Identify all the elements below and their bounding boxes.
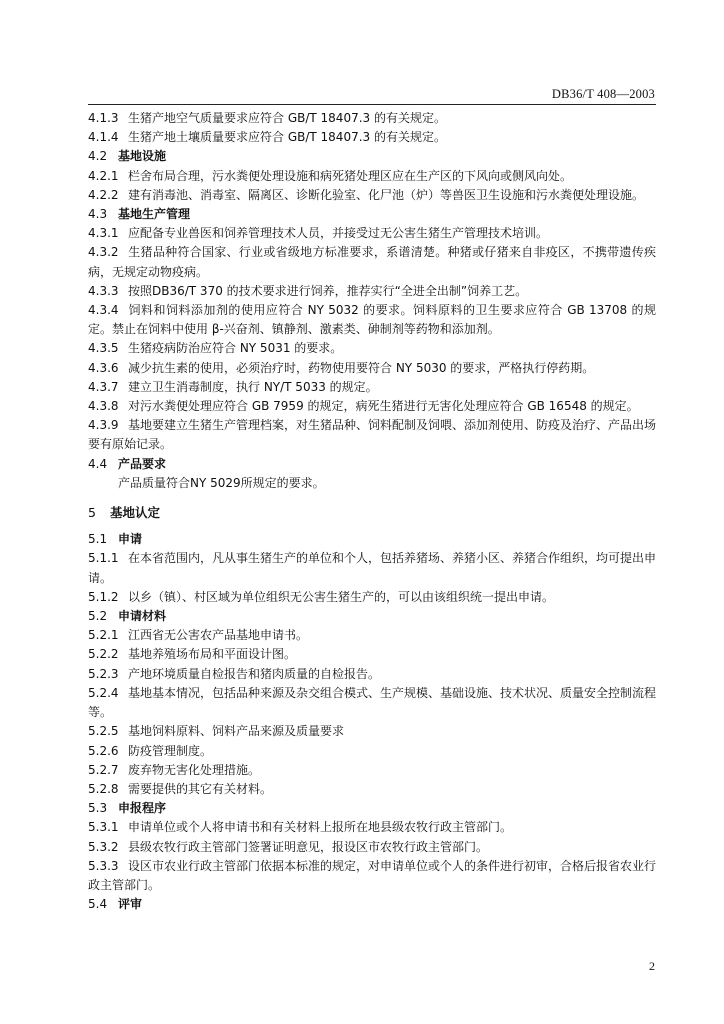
clause-text: 按照DB36/T 370 的技术要求进行饲养，推荐实行“全进全出制”饲养工艺。 (128, 283, 528, 298)
clause-number: 5.2.1 (88, 628, 119, 643)
clause-text: 申请 (118, 532, 143, 547)
clause-text: 产地环境质量自检报告和猪肉质量的自检报告。 (128, 666, 381, 681)
clause-text: 需要提供的其它有关材料。 (128, 781, 273, 796)
clause-text: 废弃物无害化处理措施。 (128, 762, 261, 777)
subsection-heading (88, 455, 656, 474)
clause-number: 4.3.1 (88, 226, 119, 241)
clause-text: 建有消毒池、消毒室、隔离区、诊断化验室、化尸池（炉）等兽医卫生设施和污水粪便处理设施。 (128, 187, 645, 202)
document-body (88, 109, 656, 914)
clause-text: 基地基本情况，包括品种来源及杂交组合模式、生产规模、基础设施、技术状况、质量安全控制流程等。 (88, 685, 657, 720)
clause-number: 4.3.3 (88, 283, 119, 298)
clause-text: 对污水粪便处理应符合 GB 7959 的规定，病死生猪进行无害化处理应符合 GB 16548 的规定。 (128, 399, 639, 414)
indented-paragraph (88, 474, 656, 493)
clause-text: 减少抗生素的使用，必须治疗时，药物使用要符合 NY 5030 的要求，严格执行停药期。 (128, 360, 595, 375)
clause-paragraph (88, 224, 656, 243)
clause-text: 基地饲料原料、饲料产品来源及质量要求 (128, 724, 345, 739)
clause-paragraph (88, 301, 656, 339)
clause-text: 在本省范围内，凡从事生猪生产的单位和个人，包括养猪场、养猪小区、养猪合作组织，均可提出申请。 (88, 551, 657, 585)
clause-number: 5 (88, 505, 96, 521)
clause-number: 4.2.1 (88, 168, 119, 183)
clause-paragraph (88, 780, 656, 799)
clause-paragraph (88, 109, 656, 128)
clause-number: 4.3.6 (88, 360, 119, 375)
clause-paragraph (88, 378, 656, 397)
clause-paragraph (88, 722, 656, 741)
clause-number: 5.2.8 (88, 781, 119, 796)
clause-paragraph (88, 857, 656, 895)
page-number: 2 (649, 959, 655, 973)
subsection-heading (88, 799, 656, 818)
clause-number: 4.2.2 (88, 187, 119, 202)
section-heading (88, 503, 656, 522)
clause-number: 4.3.5 (88, 341, 119, 356)
clause-number: 5.2.4 (88, 685, 119, 700)
clause-number: 5.3.3 (88, 858, 119, 873)
clause-text: 申请单位或个人将申请书和有关材料上报所在地县级农牧行政主管部门。 (128, 820, 513, 835)
clause-text: 设区市农业行政主管部门依据本标准的规定，对申请单位或个人的条件进行初审，合格后报省农业行政主管部门。 (88, 858, 657, 892)
clause-number: 5.2.3 (88, 666, 119, 681)
clause-paragraph (88, 549, 656, 587)
clause-text: 应配备专业兽医和饲养管理技术人员，并接受过无公害生猪生产管理技术培训。 (128, 226, 549, 241)
clause-number: 5.2.2 (88, 647, 119, 662)
clause-text: 生猪产地土壤质量要求应符合 GB/T 18407.3 的有关规定。 (128, 130, 446, 145)
clause-number: 4.1.3 (88, 111, 119, 125)
clause-paragraph (88, 167, 656, 186)
clause-number: 5.1.1 (88, 551, 119, 566)
clause-text: 江西省无公害农产品基地申请书。 (128, 628, 309, 643)
clause-number: 5.2 (88, 609, 108, 624)
clause-paragraph (88, 818, 656, 837)
clause-number: 4.1.4 (88, 130, 119, 145)
clause-paragraph (88, 186, 656, 205)
clause-number: 4.3.4 (88, 303, 119, 318)
clause-text: 申报程序 (118, 801, 167, 816)
clause-number: 4.3.2 (88, 245, 119, 260)
clause-text: 县级农牧行政主管部门签署证明意见，报设区市农牧行政主管部门。 (128, 839, 489, 854)
clause-number: 5.1 (88, 532, 108, 547)
clause-text: 基地认定 (110, 505, 161, 521)
clause-number: 5.3.2 (88, 839, 119, 854)
clause-text: 评审 (118, 897, 143, 912)
clause-text: 饲料和饲料添加剂的使用应符合 NY 5032 的要求。饲料原料的卫生要求应符合 GB 13708 的规定。禁止在饲料中使用 β-兴奋剂、镇静剂、激素类、砷制剂等药物和添加剂。 (88, 303, 656, 337)
clause-number: 4.2 (88, 149, 108, 164)
clause-paragraph (88, 282, 656, 301)
clause-number: 4.3 (88, 207, 108, 222)
subsection-heading (88, 147, 656, 166)
clause-text: 产品质量符合NY 5029所规定的要求。 (118, 475, 325, 490)
subsection-heading (88, 607, 656, 626)
clause-text: 基地要建立生猪生产管理档案，对生猪品种、饲料配制及饲喂、添加剂使用、防疫及治疗、产品出场要有原始记录。 (88, 418, 657, 452)
clause-paragraph (88, 339, 656, 358)
clause-number: 4.4 (88, 456, 108, 471)
clause-paragraph (88, 128, 656, 147)
clause-number: 5.2.6 (88, 743, 119, 758)
clause-number: 5.2.5 (88, 724, 119, 739)
clause-number: 5.3.1 (88, 820, 119, 835)
clause-paragraph (88, 665, 656, 684)
clause-paragraph (88, 626, 656, 645)
clause-paragraph (88, 684, 656, 722)
clause-paragraph (88, 742, 656, 761)
clause-paragraph (88, 359, 656, 378)
clause-text: 产品要求 (118, 456, 167, 471)
clause-text: 基地生产管理 (118, 207, 191, 222)
clause-text: 防疫管理制度。 (128, 743, 213, 758)
clause-text: 基地养殖场布局和平面设计图。 (128, 647, 297, 662)
clause-paragraph (88, 645, 656, 664)
clause-text: 基地设施 (118, 149, 167, 164)
clause-number: 5.3 (88, 801, 108, 816)
clause-number: 5.4 (88, 897, 108, 912)
subsection-heading (88, 205, 656, 224)
clause-paragraph (88, 588, 656, 607)
clause-number: 4.3.7 (88, 379, 119, 394)
clause-text: 生猪品种符合国家、行业或省级地方标准要求，系谱清楚。种猪或仔猪来自非疫区，不携带遗传疾病，无规定动物疫病。 (88, 245, 656, 279)
clause-paragraph (88, 761, 656, 780)
clause-number: 4.3.9 (88, 418, 119, 433)
clause-text: 生猪产地空气质量要求应符合 GB/T 18407.3 的有关规定。 (128, 111, 446, 125)
clause-text: 建立卫生消毒制度，执行 NY/T 5033 的规定。 (128, 379, 378, 394)
subsection-heading (88, 895, 656, 914)
clause-paragraph (88, 838, 656, 857)
header-rule (88, 104, 656, 105)
subsection-heading (88, 530, 656, 549)
clause-paragraph (88, 397, 656, 416)
clause-text: 栏舍布局合理，污水粪便处理设施和病死猪处理区应在生产区的下风向或侧风向处。 (128, 168, 573, 183)
clause-paragraph (88, 243, 656, 281)
clause-text: 以乡（镇）、村区域为单位组织无公害生猪生产的，可以由该组织统一提出申请。 (128, 589, 555, 604)
clause-number: 4.3.8 (88, 399, 119, 414)
document-code-header: DB36/T 408—2003 (551, 87, 655, 101)
clause-number: 5.1.2 (88, 589, 119, 604)
clause-text: 生猪疫病防治应符合 NY 5031 的要求。 (128, 341, 343, 356)
clause-paragraph (88, 416, 656, 454)
clause-number: 5.2.7 (88, 762, 119, 777)
clause-text: 申请材料 (118, 609, 167, 624)
